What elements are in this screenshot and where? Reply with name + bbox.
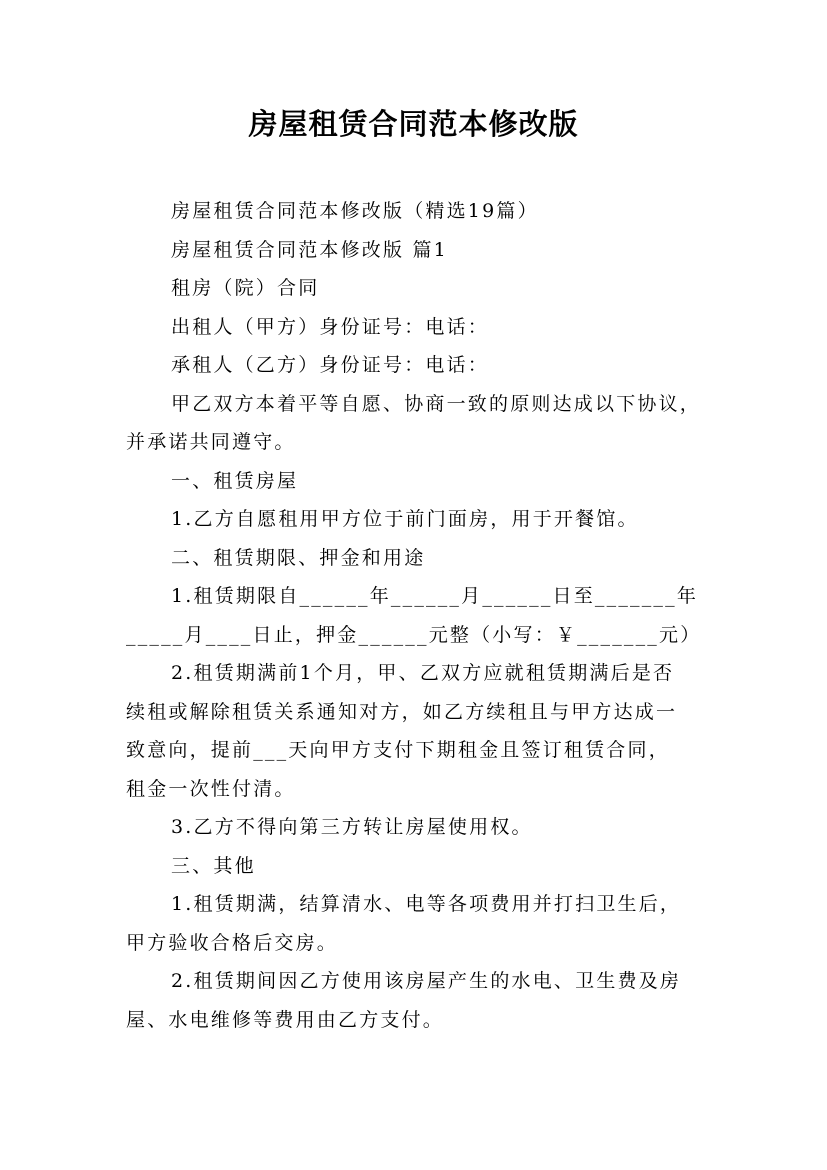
heading-section-3: 三、其他: [171, 854, 256, 877]
paragraph-clause-3-1: 1.租赁期满，结算清水、电等各项费用并打扫卫生后，: [171, 893, 682, 915]
heading-section-1: 一、租赁房屋: [171, 469, 299, 492]
paragraph-contract-name: 租房（院）合同: [171, 277, 320, 299]
paragraph-agreement-intro: 甲乙双方本着平等自愿、协商一致的原则达成以下协议，: [171, 392, 702, 415]
paragraph-clause-2-2-cont-3: 租金一次性付清。: [126, 777, 296, 800]
paragraph-section-heading: 房屋租赁合同范本修改版 篇1: [171, 238, 448, 261]
paragraph-agreement-intro-cont: 并承诺共同遵守。: [126, 431, 296, 453]
paragraph-clause-3-1-cont: 甲方验收合格后交房。: [126, 931, 339, 954]
paragraph-clause-3-2-cont: 屋、水电维修等费用由乙方支付。: [126, 1008, 445, 1031]
paragraph-clause-2-1: 1.租赁期限自______年______月______日至_______年: [171, 585, 699, 607]
paragraph-clause-2-1-cont: _____月____日止，押金______元整（小写：￥_______元）: [126, 623, 702, 646]
paragraph-clause-3-2: 2.租赁期间因乙方使用该房屋产生的水电、卫生费及房: [171, 970, 682, 992]
paragraph-clause-2-2-cont-2: 致意向，提前___天向甲方支付下期租金且签订租赁合同，: [126, 739, 670, 761]
paragraph-lessor: 出租人（甲方）身份证号：电话：: [171, 315, 490, 338]
paragraph-lessee: 承租人（乙方）身份证号：电话：: [171, 354, 490, 376]
paragraph-clause-1-1: 1.乙方自愿租用甲方位于前门面房，用于开餐馆。: [171, 508, 639, 530]
paragraph-clause-2-3: 3.乙方不得向第三方转让房屋使用权。: [171, 816, 533, 838]
document-body: [126, 192, 706, 1039]
heading-section-2: 二、租赁期限、押金和用途: [171, 546, 426, 569]
paragraph-clause-2-2: 2.租赁期满前1个月，甲、乙双方应就租赁期满后是否: [171, 662, 675, 684]
paragraph-clause-2-2-cont-1: 续租或解除租赁关系通知对方，如乙方续租且与甲方达成一: [126, 700, 678, 723]
paragraph-subtitle: 房屋租赁合同范本修改版（精选19篇）: [171, 200, 539, 222]
document-title: 房屋租赁合同范本修改版: [248, 107, 579, 141]
